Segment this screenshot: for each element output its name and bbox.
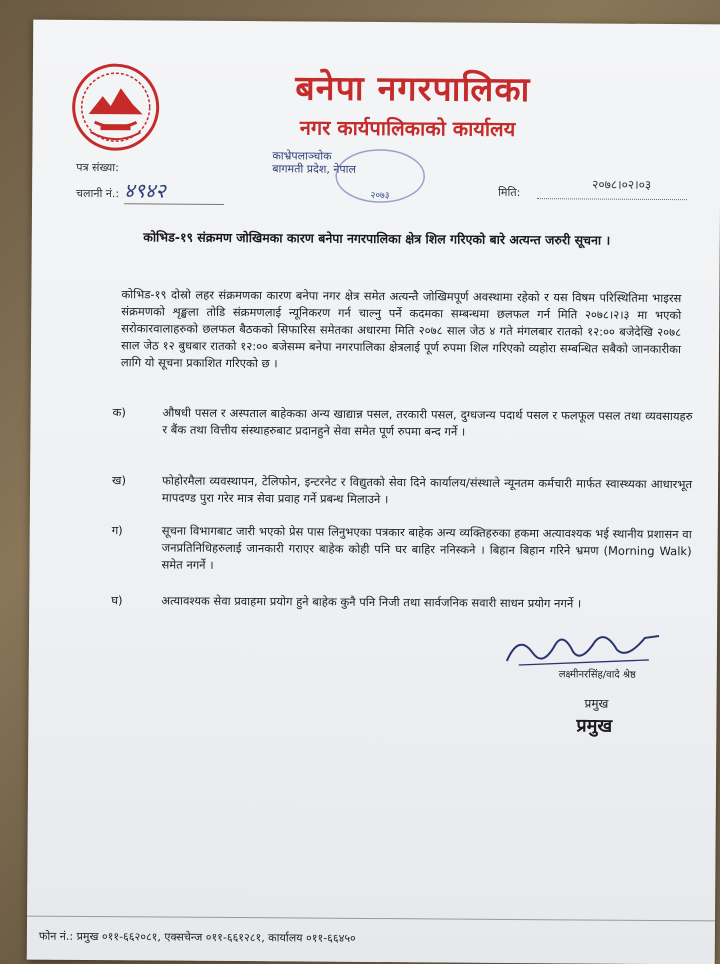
document-page	[27, 20, 720, 964]
office-name: नगर कार्यपालिकाको कार्यालय	[299, 115, 516, 141]
signer-role: प्रमुख	[584, 696, 609, 711]
item-marker: क)	[112, 405, 126, 420]
item-marker: ग)	[111, 523, 123, 538]
dispatch-number-label: चलानी नं.:	[76, 186, 120, 201]
reference-number-label: पत्र संख्या:	[76, 160, 119, 175]
org-name: बनेपा नगरपालिका	[295, 68, 531, 111]
notice-item	[112, 404, 693, 439]
notice-item	[111, 522, 692, 572]
notice-item	[112, 472, 693, 507]
notice-item	[111, 592, 691, 611]
item-text: अत्यावश्यक सेवा प्रवाहमा प्रयोग हुने बाहेक कुनै पनि निजी तथा सार्वजनिक सवारी साधन प्रयोग नगर्ने ।	[161, 593, 582, 611]
municipality-emblem-icon	[70, 62, 161, 153]
item-text: फोहोरमैला व्यवस्थापन, टेलिफोन, इन्टरनेट र विद्युतको सेवा दिने कार्यालय/संस्थाले न्यूनतम कर्मचारी मार्फत स्वास्थ्यका आधारभूत मापदण्ड पुरा गरेर मात्र सेवा प्रवाह गर्ने प्रबन्ध मिलाउने ।	[161, 473, 693, 507]
date-underline	[537, 198, 687, 200]
office-stamp	[332, 146, 428, 205]
contact-footer: फोन नं.: प्रमुख ०११-६६२०८१, एक्सचेन्ज ०११-६६१२८१, कार्यालय ०११-६६४५०	[27, 916, 720, 949]
signer-role-stamp: प्रमुख	[576, 715, 613, 737]
date-value: २०७८।०२।०३	[592, 177, 652, 192]
item-text: सूचना विभागबाट जारी भएको प्रेस पास लिनुभएका पत्रकार बाहेक अन्य व्यक्तिहरुका हकमा अत्यावश्यक भई स्थानीय प्रशासन वा जनप्रतिनिधिहरुलाई जानकारी गराएर बाहेक कोही पनि घर बाहिर ननिस्कने । बिहान बिहान गरिने भ्रमण (Morning Walk) समेत नगर्ने ।	[161, 523, 692, 572]
date-label: मिति:	[498, 185, 521, 200]
address-line-1: काभ्रेपलाञ्चोक	[272, 149, 332, 163]
notice-body: कोभिड-१९ दोस्रो लहर संक्रमणका कारण बनेपा नगर क्षेत्र समेत अत्यन्तै जोखिमपूर्ण अवस्थामा रहेको र यस विषम परिस्थितिमा भाइरस संक्रमणको शृङ्खला तोडि संक्रमणलाई न्यूनिकरण गर्न चाल्नु पर्ने कदमका सम्बन्धमा छलफल गर्न मिति २०७८।२।३ मा भएको सरोकारवालाहरुको छलफल बैठकको सिफारिस समेतका अधारमा मिति २०७८ साल जेठ ४ गते मंगलबार रातको १२:०० बजेदेखि २०७८ साल जेठ १२ बुधबार रातको १२:०० बजेसम्म बनेपा नगरपालिका क्षेत्रलाई पूर्ण रुपमा शिल गरिएको व्यहोरा सम्बन्धित सबैको जानकारीका लागि यो सूचना प्रकाशित गरिएको छ ।	[120, 287, 682, 371]
signer-name: लक्ष्मीनरसिंह/वादे श्रेष्ठ	[558, 669, 636, 681]
item-marker: ख)	[112, 473, 127, 488]
notice-subject: कोभिड-१९ संक्रमण जोखिमका कारण बनेपा नगरपालिका क्षेत्र शिल गरिएको बारे अत्यन्त जरुरी सूचना ।	[143, 229, 611, 248]
address-line-2: बागमती प्रदेश, नेपाल	[272, 162, 357, 176]
stamp-year: २०७३	[370, 190, 390, 202]
item-marker: घ)	[111, 593, 123, 608]
dispatch-number-value: ४९४२	[124, 176, 224, 205]
item-text: औषधी पसल र अस्पताल बाहेकका अन्य खाद्यान्न पसल, तरकारी पसल, दुग्धजन्य पदार्थ पसल र फलफूल पसल तथा व्यवसायहरु र बैंक तथा वित्तीय संस्थाहरुबाट प्रदानहुने सेवा समेत पूर्ण रुपमा बन्द गर्ने ।	[162, 405, 693, 439]
